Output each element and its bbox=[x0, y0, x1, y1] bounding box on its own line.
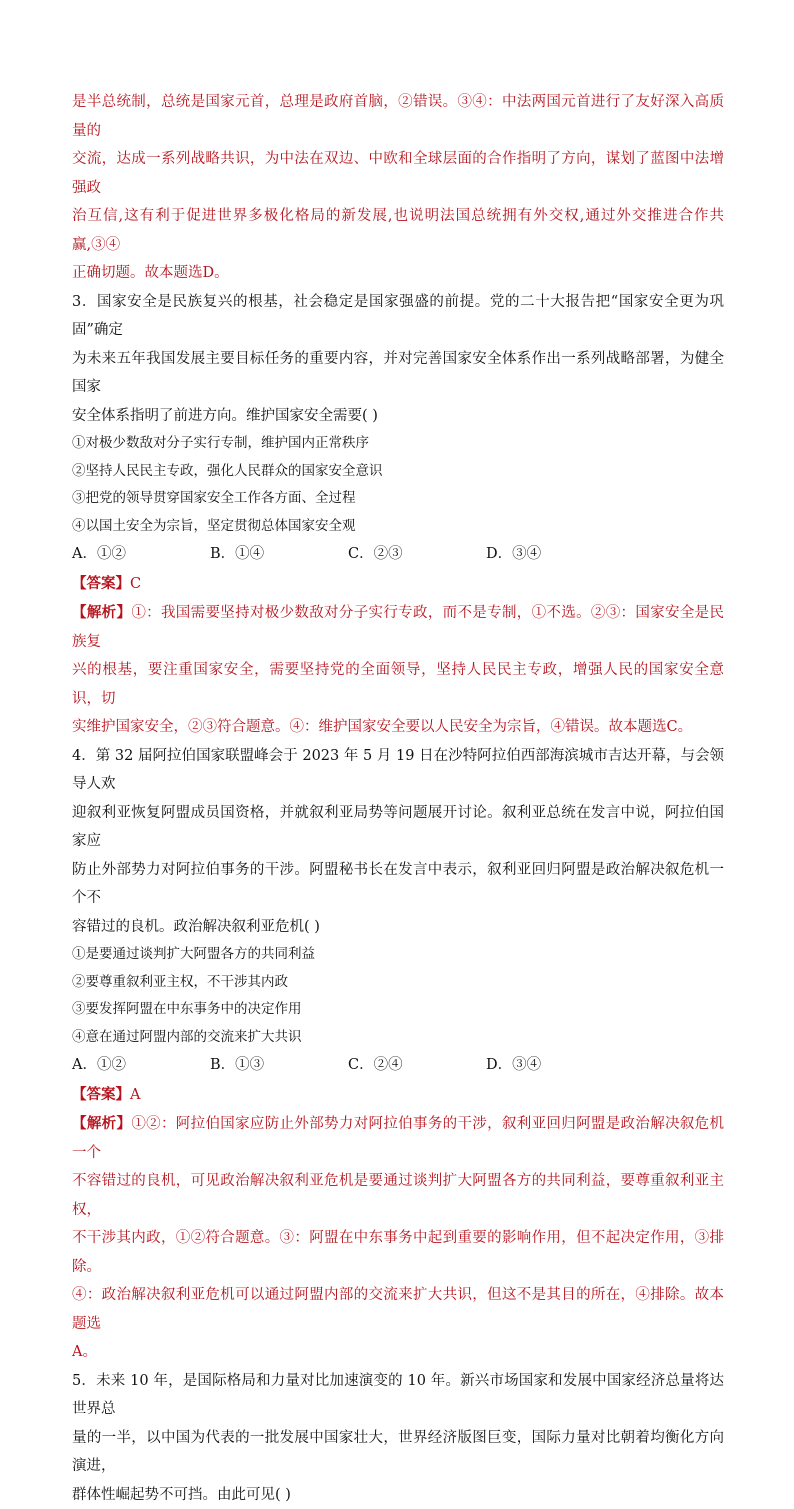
statement-option-2: ②坚持人民民主专政，强化人民群众的国家安全意识 bbox=[72, 458, 724, 486]
statement-option-1: ①是要通过谈判扩大阿盟各方的共同利益 bbox=[72, 941, 724, 969]
answer-choices bbox=[72, 540, 724, 569]
analysis-line: 实维护国家安全，②③符合题意。④：维护国家安全要以人民安全为宗旨，④错误。故本题选C。 bbox=[72, 713, 724, 742]
question-stem-line: 防止外部势力对阿拉伯事务的干涉。阿盟秘书长在发言中表示，叙利亚回归阿盟是政治解决叙危机一个不 bbox=[72, 856, 724, 913]
choice-b: B．①④ bbox=[210, 540, 348, 569]
choice-d: D．③④ bbox=[486, 540, 541, 569]
choice-a: A．①② bbox=[72, 1051, 210, 1080]
analysis-label: 【解析】 bbox=[72, 1115, 131, 1132]
question-stem-line: 3．国家安全是民族复兴的根基，社会稳定是国家强盛的前提。党的二十大报告把“国家安全更为巩固”确定 bbox=[72, 288, 724, 345]
analysis-line: 不容错过的良机，可见政治解决叙利亚危机是要通过谈判扩大阿盟各方的共同利益，要尊重叙利亚主权， bbox=[72, 1167, 724, 1224]
choice-c: C．②③ bbox=[348, 540, 486, 569]
choice-d: D．③④ bbox=[486, 1051, 541, 1080]
question-4 bbox=[72, 742, 724, 1367]
question-stem-line: 5．未来 10 年，是国际格局和力量对比加速演变的 10 年。新兴市场国家和发展中国家经济总量将达世界总 bbox=[72, 1367, 724, 1424]
question-stem-line: 量的一半，以中国为代表的一批发展中国家壮大，世界经济版图巨变，国际力量对比朝着均衡化方向演进， bbox=[72, 1424, 724, 1481]
previous-analysis-continuation bbox=[72, 88, 724, 288]
analysis-block bbox=[72, 1110, 724, 1367]
analysis-line: 交流，达成一系列战略共识，为中法在双边、中欧和全球层面的合作指明了方向，谋划了蓝图中法增强政 bbox=[72, 145, 724, 202]
statement-option-3: ③要发挥阿盟在中东事务中的决定作用 bbox=[72, 996, 724, 1024]
statement-option-4: ④意在通过阿盟内部的交流来扩大共识 bbox=[72, 1024, 724, 1052]
statement-option-2: ②要尊重叙利亚主权，不干涉其内政 bbox=[72, 969, 724, 997]
analysis-line: 【解析】①②：阿拉伯国家应防止外部势力对阿拉伯事务的干涉，叙利亚回归阿盟是政治解决叙危机一个 bbox=[72, 1110, 724, 1167]
answer-label: 【答案】 bbox=[72, 575, 130, 592]
question-5 bbox=[72, 1367, 724, 1509]
question-stem-line: 迎叙利亚恢复阿盟成员国资格，并就叙利亚局势等问题展开讨论。叙利亚总统在发言中说，阿拉伯国家应 bbox=[72, 799, 724, 856]
answer-value: C bbox=[130, 576, 141, 592]
question-stem-line: 群体性崛起势不可挡。由此可见( ) bbox=[72, 1481, 724, 1509]
question-stem-line: 容错过的良机。政治解决叙利亚危机( ) bbox=[72, 913, 724, 942]
statement-option-3: ③把党的领导贯穿国家安全工作各方面、全过程 bbox=[72, 485, 724, 513]
choice-c: C．②④ bbox=[348, 1051, 486, 1080]
answer-line bbox=[72, 1080, 724, 1110]
analysis-line: 兴的根基，要注重国家安全，需要坚持党的全面领导，坚持人民民主专政，增强人民的国家安全意识，切 bbox=[72, 656, 724, 713]
choice-b: B．①③ bbox=[210, 1051, 348, 1080]
question-stem-line: 安全体系指明了前进方向。维护国家安全需要( ) bbox=[72, 402, 724, 431]
answer-value: A bbox=[130, 1087, 140, 1103]
analysis-line: 是半总统制，总统是国家元首，总理是政府首脑，②错误。③④：中法两国元首进行了友好深入高质量的 bbox=[72, 88, 724, 145]
statement-option-4: ④以国土安全为宗旨，坚定贯彻总体国家安全观 bbox=[72, 513, 724, 541]
analysis-line: 【解析】①：我国需要坚持对极少数敌对分子实行专政，而不是专制，①不选。②③：国家安全是民族复 bbox=[72, 599, 724, 656]
analysis-block bbox=[72, 599, 724, 742]
answer-choices bbox=[72, 1051, 724, 1080]
analysis-line: 治互信,这有利于促进世界多极化格局的新发展,也说明法国总统拥有外交权,通过外交推进合作共赢,③④ bbox=[72, 202, 724, 259]
analysis-line: 不干涉其内政，①②符合题意。③：阿盟在中东事务中起到重要的影响作用，但不起决定作用，③排除。 bbox=[72, 1224, 724, 1281]
answer-line bbox=[72, 569, 724, 599]
analysis-line: 正确切题。故本题选D。 bbox=[72, 259, 724, 288]
statement-option-1: ①对极少数敌对分子实行专制，维护国内正常秩序 bbox=[72, 430, 724, 458]
answer-label: 【答案】 bbox=[72, 1086, 130, 1103]
question-stem-line: 4．第 32 届阿拉伯国家联盟峰会于 2023 年 5 月 19 日在沙特阿拉伯西部海滨城市吉达开幕，与会领导人欢 bbox=[72, 742, 724, 799]
analysis-line: ④：政治解决叙利亚危机可以通过阿盟内部的交流来扩大共识，但这不是其目的所在，④排除。故本题选 bbox=[72, 1281, 724, 1338]
question-stem-line: 为未来五年我国发展主要目标任务的重要内容，并对完善国家安全体系作出一系列战略部署，为健全国家 bbox=[72, 345, 724, 402]
analysis-label: 【解析】 bbox=[72, 604, 131, 621]
analysis-line: A。 bbox=[72, 1338, 724, 1367]
choice-a: A．①② bbox=[72, 540, 210, 569]
question-3 bbox=[72, 288, 724, 742]
